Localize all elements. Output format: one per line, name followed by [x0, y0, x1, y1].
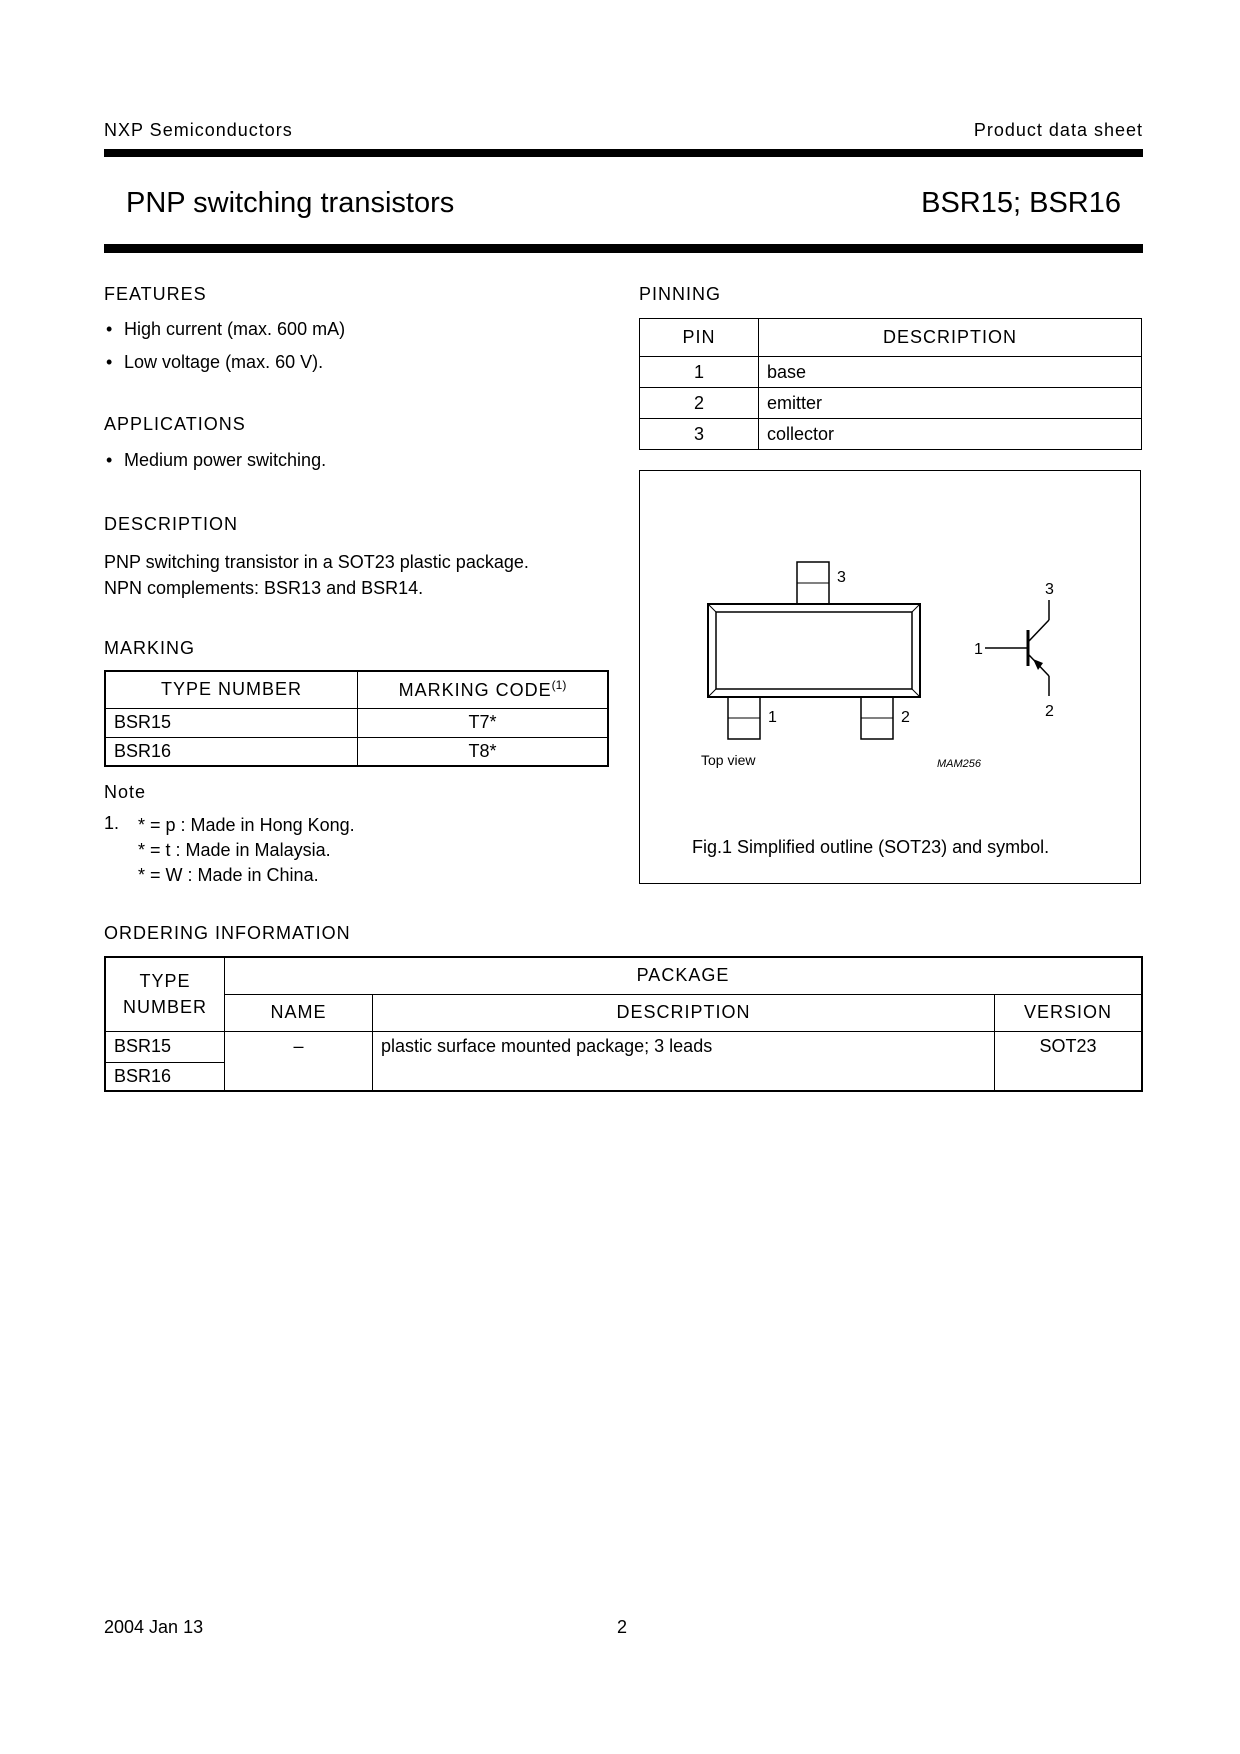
marking-heading: MARKING: [104, 638, 196, 658]
footer-date: 2004 Jan 13: [104, 1617, 204, 1637]
symbol-pin-1-label: 1: [974, 641, 983, 658]
figure-box: [639, 470, 1141, 884]
marking-col-type: TYPE NUMBER: [105, 671, 358, 708]
pin-description-cell: collector: [759, 419, 1142, 450]
ordering-col-type-number: TYPE NUMBER: [105, 957, 225, 1031]
symbol-pin-2-label: 2: [1045, 703, 1054, 720]
pinning-table: [639, 318, 1142, 450]
sot23-diagram: [639, 470, 1141, 884]
figure-code: MAM256: [937, 758, 982, 770]
note-line: * = p : Made in Hong Kong.: [138, 815, 355, 835]
note-line: * = W : Made in China.: [138, 865, 319, 885]
package-inner-outline: [716, 612, 912, 689]
pin-description-cell: base: [759, 357, 1142, 388]
description-line: NPN complements: BSR13 and BSR14.: [104, 578, 424, 598]
pinning-heading: PINNING: [639, 284, 722, 304]
feature-item: • High current (max. 600 mA): [104, 313, 584, 346]
figure-caption: Fig.1 Simplified outline (SOT23) and symbol.: [692, 837, 1050, 857]
marking-type-cell: BSR16: [105, 737, 358, 766]
pin-number-cell: 3: [640, 419, 759, 450]
top-rule: [104, 149, 1143, 157]
marking-code-cell: T8*: [358, 737, 609, 766]
page-title: PNP switching transistors: [126, 187, 455, 219]
note-heading: Note: [104, 782, 147, 802]
pin-2-label: 2: [901, 709, 910, 726]
application-item: • Medium power switching.: [104, 444, 584, 477]
doc-type: Product data sheet: [973, 120, 1143, 140]
pin-3-label: 3: [837, 569, 846, 586]
marking-table: [104, 670, 609, 767]
note-line: * = t : Made in Malaysia.: [138, 840, 331, 860]
ordering-version-cell: SOT23: [995, 1031, 1143, 1091]
ordering-col-version: VERSION: [995, 994, 1143, 1031]
applications-heading: APPLICATIONS: [104, 414, 246, 434]
note-lines: [138, 813, 355, 888]
ordering-name-cell: –: [225, 1031, 373, 1091]
ordering-type-cell: BSR15: [105, 1031, 225, 1062]
ordering-description-cell: plastic surface mounted package; 3 leads: [373, 1031, 995, 1091]
ordering-type-cell: BSR16: [105, 1062, 225, 1091]
ordering-table: [104, 956, 1143, 1092]
pin-1-label: 1: [768, 709, 777, 726]
pin-number-cell: 2: [640, 388, 759, 419]
page-number: 2: [617, 1617, 628, 1637]
top-view-label: Top view: [701, 752, 756, 768]
pinning-col-description: DESCRIPTION: [759, 319, 1142, 357]
features-list: [104, 313, 584, 379]
description-heading: DESCRIPTION: [104, 514, 239, 534]
ordering-col-description: DESCRIPTION: [373, 994, 995, 1031]
pin-description-cell: emitter: [759, 388, 1142, 419]
pin-number-cell: 1: [640, 357, 759, 388]
features-heading: FEATURES: [104, 284, 207, 304]
part-numbers: BSR15; BSR16: [921, 187, 1121, 219]
package-outline: [708, 604, 920, 697]
pnp-transistor-symbol-icon: [985, 600, 1049, 696]
ordering-heading: ORDERING INFORMATION: [104, 923, 351, 943]
marking-code-cell: T7*: [358, 708, 609, 737]
marking-type-cell: BSR15: [105, 708, 358, 737]
description-text: [104, 549, 529, 601]
pinning-col-pin: PIN: [640, 319, 759, 357]
marking-col-code: MARKING CODE$^{(1)}$: [358, 671, 609, 708]
title-rule: [104, 244, 1143, 253]
symbol-pin-3-label: 3: [1045, 581, 1054, 598]
applications-list: [104, 444, 584, 477]
description-line: PNP switching transistor in a SOT23 plastic package.: [104, 552, 529, 572]
ordering-col-package: PACKAGE: [225, 957, 1143, 994]
ordering-col-name: NAME: [225, 994, 373, 1031]
feature-item: • Low voltage (max. 60 V).: [104, 346, 584, 379]
note-number: 1.: [104, 813, 120, 833]
company-name: NXP Semiconductors: [104, 120, 293, 140]
